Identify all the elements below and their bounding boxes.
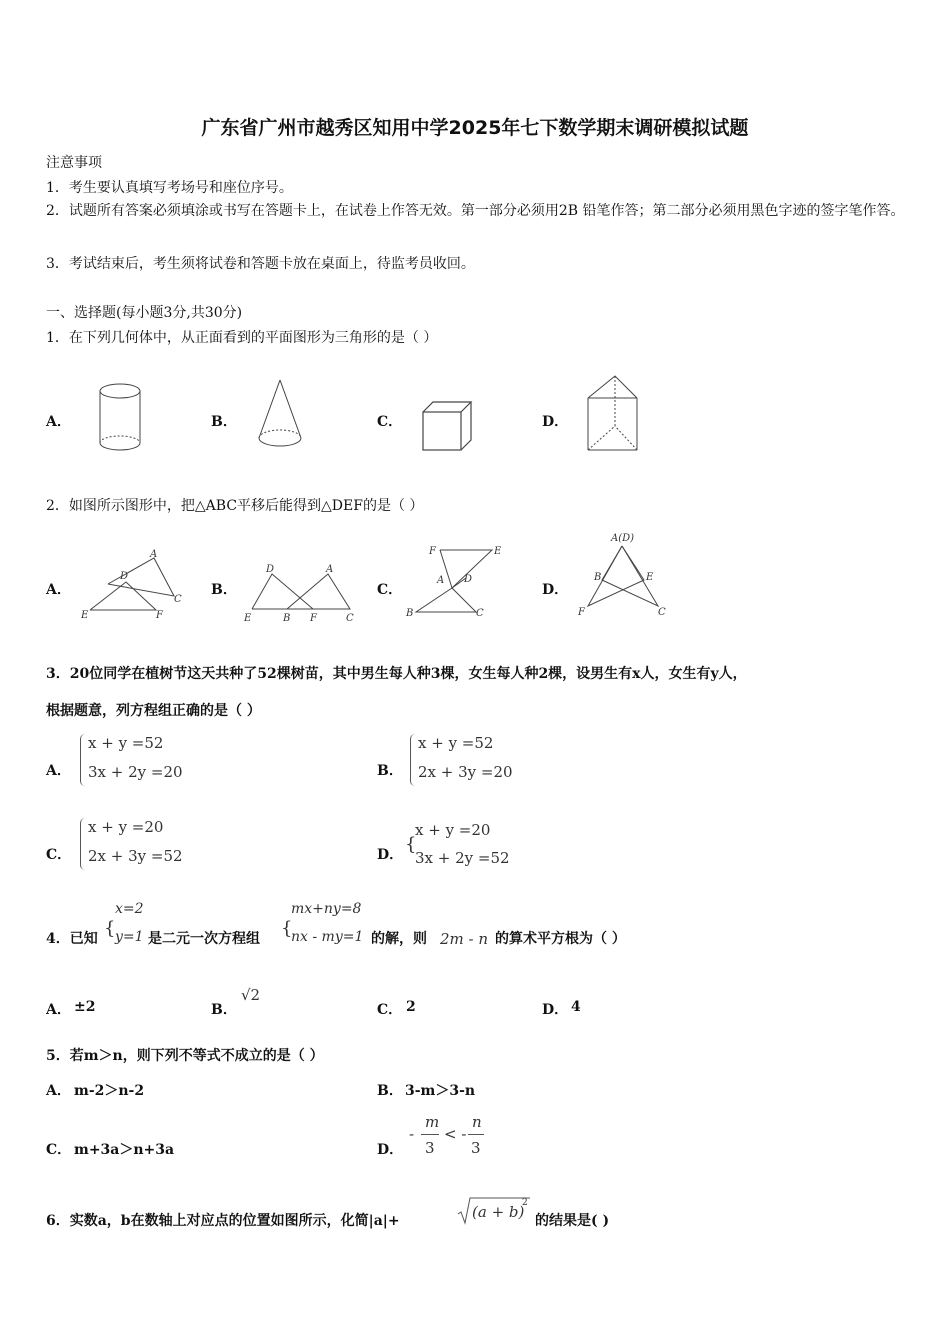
q3-c-eq2: 2x + 3y =52 (88, 847, 183, 865)
q3-d-brace: { (405, 834, 417, 855)
q2a-letter-d: D (120, 571, 129, 582)
q5-label-a: A． (46, 1083, 71, 1099)
section-heading: 一、选择题(每小题3分,共30分) (46, 305, 243, 321)
q2d-letter-e: E (646, 572, 654, 583)
q2b-letter-a: A (326, 564, 334, 575)
q3-label-d: D． (377, 847, 404, 863)
q4-label-c: C． (377, 1002, 403, 1018)
q5-d-rel: < - (444, 1125, 467, 1143)
q4-label-d: D． (542, 1002, 569, 1018)
q6-exponent: 2 (522, 1198, 528, 1208)
q5-d-den2: 3 (471, 1139, 481, 1157)
q3-a-eq1: x + y =52 (88, 734, 164, 752)
q2d-letter-ad: A(D) (611, 533, 635, 544)
q2c-letter-c: C (476, 608, 484, 619)
q5-option-a: m-2＞n-2 (74, 1083, 145, 1099)
q3-label-b: B． (377, 763, 403, 779)
q2d-letter-c: C (658, 607, 666, 618)
q2-stem: 2．如图所示图形中，把△ABC平移后能得到△DEF的是（ ） (46, 498, 424, 514)
q3-a-brace (80, 734, 85, 786)
q2a-letter-e: E (81, 610, 89, 621)
q2b-letter-d: D (266, 564, 275, 575)
q5-d-fracbar2 (468, 1134, 484, 1135)
cone-figure (255, 378, 305, 454)
q2c-letter-f: F (429, 546, 436, 557)
q2a-letter-a: A (150, 549, 158, 560)
notice-item-3: 3．考试结束后，考生须将试卷和答题卡放在桌面上，待监考员收回。 (46, 256, 475, 272)
q3-c-eq1: x + y =20 (88, 818, 164, 836)
q5-label-d: D． (377, 1142, 404, 1158)
q4-label-b: B． (211, 1002, 237, 1018)
q6-prefix: 6．实数a，b在数轴上对应点的位置如图所示，化简|a|+ (46, 1213, 400, 1229)
q2-label-b: B． (211, 582, 237, 598)
notice-item-2: 2．试题所有答案必须填涂或书写在答题卡上，在试卷上作答无效。第一部分必须用2B 铅笔作答；第二部分必须用黑色字迹的签字笔作答。 (46, 203, 905, 219)
q5-d-fracbar1 (421, 1134, 439, 1135)
q2c-letter-e: E (494, 546, 502, 557)
q2-label-d: D． (542, 582, 569, 598)
notice-heading: 注意事项 (46, 155, 102, 171)
q4-sys2-eq1: mx+ny=8 (291, 901, 362, 917)
q2-figure-d (572, 530, 682, 626)
q3-label-c: C． (46, 847, 72, 863)
q2b-letter-f: F (310, 613, 317, 624)
q2b-letter-c: C (346, 613, 354, 624)
q2c-letter-d: D (464, 574, 473, 585)
q4-option-c: 2 (406, 999, 416, 1015)
q2-figure-b (242, 560, 362, 626)
q1-label-a: A． (46, 414, 71, 430)
triangular-prism-figure (585, 374, 639, 454)
notice-item-1: 1．考生要认真填写考场号和座位序号。 (46, 180, 293, 196)
q4-sys1-eq2: y=1 (115, 929, 144, 945)
q1-label-d: D． (542, 414, 569, 430)
q5-d-neg: - (409, 1125, 415, 1143)
q5-option-c: m+3a＞n+3a (74, 1142, 175, 1158)
q6-radicand: (a + b) (472, 1203, 525, 1221)
q4-sys2-eq2: nx - my=1 (291, 929, 364, 945)
q2c-letter-b: B (406, 608, 414, 619)
q3-stem-line1: 3．20位同学在植树节这天共种了52棵树苗，其中男生每人种3棵，女生每人种2棵，设男生有x人，女生有y人， (46, 666, 747, 682)
q5-d-num2: n (472, 1113, 482, 1131)
q2b-letter-b: B (283, 613, 291, 624)
q4-option-d: 4 (571, 999, 581, 1015)
q3-d-eq1: x + y =20 (415, 821, 491, 839)
cube-figure (420, 400, 474, 454)
q5-stem: 5．若m＞n，则下列不等式不成立的是（ ） (46, 1048, 324, 1064)
cylinder-figure (95, 382, 145, 454)
q3-stem-line2: 根据题意，列方程组正确的是（ ） (46, 703, 261, 719)
q2-label-a: A． (46, 582, 71, 598)
q4-prefix: 4．已知 (46, 931, 98, 947)
q4-after: 的解，则 (371, 931, 427, 947)
q4-middle: 是二元一次方程组 (148, 931, 260, 947)
q4-sys1-eq1: x=2 (115, 901, 144, 917)
q2a-letter-c: C (174, 594, 182, 605)
q3-label-a: A． (46, 763, 71, 779)
q3-c-brace (80, 818, 85, 870)
q4-expr: 2m - n (440, 930, 489, 948)
q3-b-eq1: x + y =52 (418, 734, 494, 752)
q4-label-a: A． (46, 1002, 71, 1018)
q2-figure-c (404, 540, 514, 626)
q4-sys2-brace: { (281, 918, 293, 939)
q3-a-eq2: 3x + 2y =20 (88, 763, 183, 781)
q3-b-brace (410, 734, 415, 786)
q4-sys1-brace: { (104, 918, 116, 939)
q4-option-b: √2 (241, 986, 261, 1004)
q1-label-b: B． (211, 414, 237, 430)
q2d-letter-b: B (594, 572, 602, 583)
q2c-letter-a: A (437, 575, 445, 586)
q1-stem: 1．在下列几何体中，从正面看到的平面图形为三角形的是（ ） (46, 330, 438, 346)
q5-option-b: 3-m＞3-n (405, 1083, 476, 1099)
q5-label-b: B． (377, 1083, 403, 1099)
q2d-letter-f: F (578, 607, 585, 618)
page-title: 广东省广州市越秀区知用中学2025年七下数学期末调研模拟试题 (201, 117, 749, 139)
q1-label-c: C． (377, 414, 403, 430)
q3-b-eq2: 2x + 3y =20 (418, 763, 513, 781)
q5-label-c: C． (46, 1142, 72, 1158)
q5-d-num1: m (425, 1113, 440, 1131)
q2-label-c: C． (377, 582, 403, 598)
q6-suffix: 的结果是( ) (535, 1213, 610, 1229)
q2-figure-a (78, 546, 188, 626)
q5-d-den1: 3 (425, 1139, 435, 1157)
q4-option-a: ±2 (74, 999, 96, 1015)
q3-d-eq2: 3x + 2y =52 (415, 849, 510, 867)
q2b-letter-e: E (244, 613, 252, 624)
q4-suffix: 的算术平方根为（ ） (495, 931, 626, 947)
q2a-letter-f: F (156, 610, 163, 621)
